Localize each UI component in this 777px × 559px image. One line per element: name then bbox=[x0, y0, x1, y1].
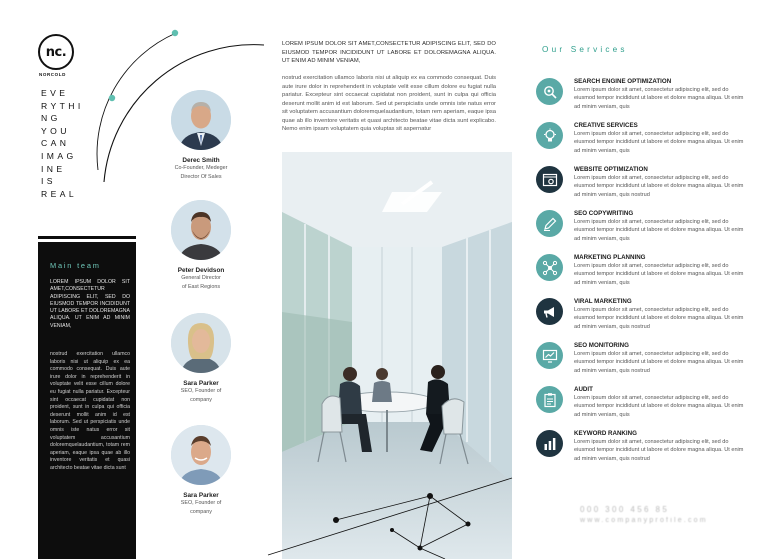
network-icon bbox=[536, 254, 563, 281]
service-item bbox=[536, 210, 744, 254]
service-description: Lorem ipsum dolor sit amet, consectetur adipiscing elit, sed do eiusmod tempor incididunt ut labore et dolore magna aliqua. Ut enim ad minim veniam, quis nostrud bbox=[574, 175, 744, 198]
service-item bbox=[536, 166, 744, 210]
main-team-title: Main team bbox=[50, 261, 101, 270]
tagline-line: IMAG bbox=[41, 150, 77, 161]
service-item bbox=[536, 342, 744, 386]
service-title: VIRAL MARKETING bbox=[574, 298, 632, 305]
tagline-line: CAN bbox=[41, 138, 70, 149]
service-description: Lorem ipsum dolor sit amet, consectetur adipiscing elit, sed do eiusmod tempor incididunt ut labore et dolore magna aliqua. Ut enim ad minim veniam, quis bbox=[574, 263, 744, 286]
service-title: SEARCH ENGINE OPTIMIZATION bbox=[574, 78, 672, 85]
member-name: Sara Parker bbox=[183, 380, 219, 387]
service-title: SEO COPYWRITING bbox=[574, 210, 634, 217]
avatar bbox=[171, 313, 231, 373]
member-role: company bbox=[190, 396, 212, 403]
member-role: SEO, Founder of bbox=[180, 388, 222, 394]
tagline-line: EVE bbox=[41, 88, 69, 98]
team-member-card bbox=[161, 200, 241, 291]
company-logo: nc. bbox=[38, 34, 74, 70]
member-role: company bbox=[190, 508, 212, 515]
member-role: General Director bbox=[181, 275, 221, 281]
tagline-line: INE bbox=[41, 163, 66, 174]
team-member-card bbox=[161, 425, 241, 516]
service-item bbox=[536, 298, 744, 342]
tagline-line: YOU bbox=[41, 125, 70, 136]
avatar bbox=[171, 90, 231, 150]
main-team-body-text: nostrud exercitation ullamco laboris nisi ut aliquip ex ea commodo consequat. Duis aute irure dolor in reprehenderit in voluptate velit esse cillum dolore eu fugiat nulla pariatur. Excepteur sint occaecat cupidatat non proident, sunt in culpa qui officia deserunt mollit anim id est laborum. Sed ut perspiciatis unde omnis iste natus error sit voluptatem accusantium doloremquelaudantium, totam rem aperiam, eaque ipsa quae ab illo inventore veritatis et quasi architecto beatae vitae dicta sunt bbox=[50, 351, 130, 471]
member-role: SEO, Founder of bbox=[180, 500, 222, 506]
intro-body-text: nostrud exercitation ullamco laboris nisi ut aliquip ex ea commodo consequat. Duis aute irure dolor in reprehenderit in voluptate velit esse cillum dolore eu fugiat nulla pariatur. Excepteur sint occaecat cupidatat non proident, sunt in culpa qui officia deserunt mollit anim id est laborum. Sed ut perspiciatis unde omnis iste natus error sit voluptatem accusantium doloremquelaudantium, totam rem aperiam, eaque ipsa quae ab illo inventore veritatis et quasi architecto beatae vitae dicta sunt explicabo. Nemo enim ipsam voluptatem quia voluptas sit aspernatur bbox=[282, 75, 496, 132]
tagline-line: REAL bbox=[41, 188, 78, 199]
service-description: Lorem ipsum dolor sit amet, consectetur adipiscing elit, sed do eiusmod tempor incididunt ut labore et dolore magna aliqua. Ut enim ad minim veniam, quis bbox=[574, 87, 744, 110]
gear-search-icon bbox=[536, 78, 563, 105]
service-title: MARKETING PLANNING bbox=[574, 254, 646, 261]
service-description: Lorem ipsum dolor sit amet, consectetur adipiscing elit, sed do eiusmod tempor incididunt ut labore et dolore magna aliqua. Ut enim ad minim veniam, quis bbox=[574, 395, 744, 418]
tagline bbox=[41, 87, 84, 200]
service-item bbox=[536, 122, 744, 166]
office-photo bbox=[282, 152, 512, 559]
tagline-line: NG bbox=[41, 113, 61, 124]
service-item bbox=[536, 78, 744, 122]
service-item bbox=[536, 254, 744, 298]
pen-icon bbox=[536, 210, 563, 237]
contact-website: www.companyprofile.com bbox=[580, 517, 708, 524]
bar-chart-icon bbox=[536, 430, 563, 457]
avatar bbox=[171, 425, 231, 485]
intro-caps-text: LOREM IPSUM DOLOR SIT AMET,CONSECTETUR ADIPISCING ELIT, SED DO EIUSMOD TEMPOR INCIDIDUNT UT LABORE ET DOLOREMAGNA ALIQUA. UT ENIM AD MINIM VENIAM, bbox=[282, 41, 496, 65]
member-role: Director Of Sales bbox=[180, 173, 222, 180]
tagline-line: RYTHI bbox=[41, 100, 84, 111]
services-title: Our Services bbox=[542, 45, 628, 54]
member-name: Derec Smith bbox=[182, 157, 220, 164]
service-description: Lorem ipsum dolor sit amet, consectetur adipiscing elit, sed do eiusmod tempor incididunt ut labore et dolore magna aliqua. Ut enim ad minim veniam, quis bbox=[574, 219, 744, 242]
chart-monitor-icon bbox=[536, 342, 563, 369]
member-name: Peter Devidson bbox=[177, 267, 225, 274]
main-team-caps-text: LOREM IPSUM DOLOR SIT AMET,CONSECTETUR ADIPISCING ELIT, SED DO EIUSMOD TEMPOR INCIDIDUNT UT LABORE ET DOLOREMAGNA ALIQUA. UT ENIM AD MINIM VENIAM, bbox=[50, 279, 130, 329]
service-title: WEBSITE OPTIMIZATION bbox=[574, 166, 648, 173]
contact-phone: 000 300 456 85 bbox=[580, 505, 670, 514]
service-title: AUDIT bbox=[574, 386, 593, 393]
service-description: Lorem ipsum dolor sit amet, consectetur adipiscing elit, sed do eiusmod tempor incididunt ut labore et dolore magna aliqua. Ut enim ad minim veniam, quis nostrud bbox=[574, 307, 744, 330]
service-item bbox=[536, 386, 744, 430]
service-title: CREATIVE SERVICES bbox=[574, 122, 638, 129]
megaphone-icon bbox=[536, 298, 563, 325]
member-role: Co-Founder, Medeger bbox=[174, 165, 228, 171]
service-description: Lorem ipsum dolor sit amet, consectetur adipiscing elit, sed do eiusmod tempor incididunt ut labore et dolore magna aliqua. Ut enim ad minim veniam, quis nostrud bbox=[574, 351, 744, 374]
service-description: Lorem ipsum dolor sit amet, consectetur adipiscing elit, sed do eiusmod tempor incididunt ut labore et dolore magna aliqua. Ut enim ad minim veniam, quis nostrud bbox=[574, 439, 744, 462]
service-item bbox=[536, 430, 744, 474]
browser-gear-icon bbox=[536, 166, 563, 193]
panel-white-rule bbox=[38, 239, 136, 242]
service-description: Lorem ipsum dolor sit amet, consectetur adipiscing elit, sed do eiusmod tempor incididunt ut labore et dolore magna aliqua. Ut enim ad minim veniam, quis bbox=[574, 131, 744, 154]
company-name: NORCOLD bbox=[39, 72, 66, 77]
service-title: KEYWORD RANKING bbox=[574, 430, 637, 437]
avatar bbox=[171, 200, 231, 260]
member-name: Sara Parker bbox=[183, 492, 219, 499]
clipboard-icon bbox=[536, 386, 563, 413]
tagline-line: IS bbox=[41, 176, 56, 187]
main-team-panel bbox=[38, 236, 136, 559]
service-title: SEO MONITORING bbox=[574, 342, 629, 349]
team-member-card bbox=[161, 313, 241, 404]
member-role: of East Regions bbox=[181, 283, 221, 290]
lightbulb-icon bbox=[536, 122, 563, 149]
team-member-card bbox=[161, 90, 241, 181]
